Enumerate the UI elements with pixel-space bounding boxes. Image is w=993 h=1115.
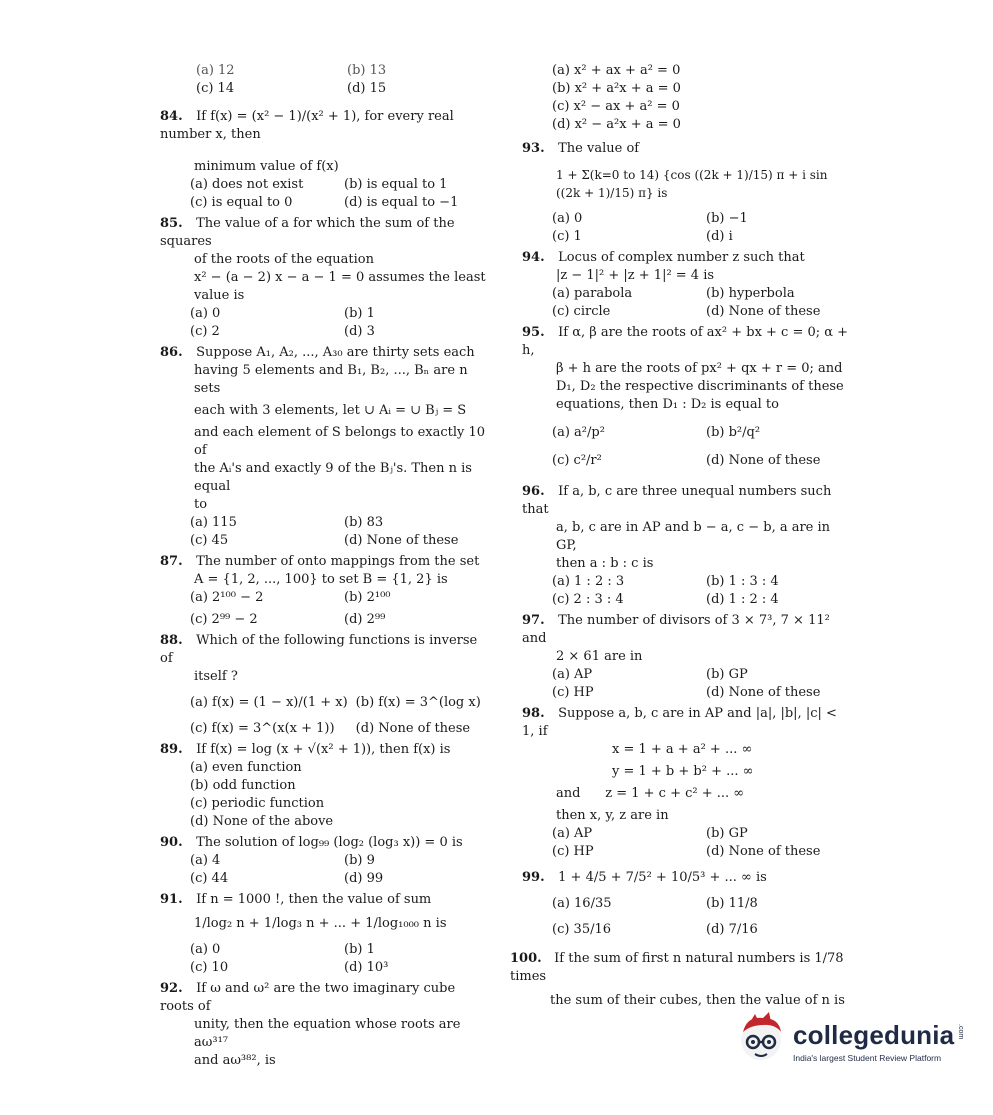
- option: (c) HP: [552, 685, 594, 700]
- question-text: The solution of log₉₉ (log₂ (log₃ x)) = 0 is: [196, 835, 463, 850]
- question-87: [160, 553, 490, 629]
- question-text: If f(x) = log (x + √(x² + 1)), then f(x) is: [196, 742, 451, 757]
- option: (d) 99: [344, 871, 384, 886]
- question-85: [160, 215, 490, 341]
- question-text: The value of a for which the sum of the squares: [160, 216, 455, 249]
- option: (a) 0: [190, 306, 221, 321]
- question-86: [160, 344, 490, 550]
- question-number: 100.: [510, 951, 542, 966]
- option: (b) 13: [347, 63, 387, 78]
- option: (a) f(x) = (1 − x)/(1 + x): [190, 695, 348, 710]
- option: (c) 2: [190, 324, 220, 339]
- question-number: 94.: [522, 250, 545, 265]
- option: (b) odd function: [190, 778, 296, 793]
- options: [160, 759, 490, 831]
- option: (c) f(x) = 3^(x(x + 1)): [190, 721, 335, 736]
- option: (b) x² + a²x + a = 0: [552, 81, 681, 96]
- option: (d) i: [706, 229, 733, 244]
- question-91: [160, 891, 490, 977]
- question-text: 1/log₂ n + 1/log₃ n + ... + 1/log₁₀₀₀ n is: [194, 916, 447, 931]
- question-number: 99.: [522, 870, 545, 885]
- question-text: If f(x) = (x² − 1)/(x² + 1), for every real number x, then: [160, 109, 454, 142]
- option: (c) 1: [552, 229, 582, 244]
- option: (b) 1: [344, 306, 375, 321]
- option: (b) GP: [706, 667, 748, 682]
- option: (b) 1 : 3 : 4: [706, 574, 779, 589]
- brand-suffix: .com: [957, 1024, 964, 1040]
- question-text: unity, then the equation whose roots are aω³¹⁷: [194, 1017, 461, 1050]
- question-text: If a, b, c are three unequal numbers such that: [522, 484, 832, 517]
- option: (a) AP: [552, 667, 593, 682]
- option: (c) 10: [190, 960, 229, 975]
- question-99: [522, 869, 852, 947]
- question-text: The number of onto mappings from the set: [196, 554, 480, 569]
- question-text: equations, then D₁ : D₂ is equal to: [556, 397, 779, 412]
- option: (d) x² − a²x + a = 0: [552, 117, 681, 132]
- option: (c) 14: [196, 81, 235, 96]
- question-90: [160, 834, 490, 888]
- question-number: 84.: [160, 109, 183, 124]
- question-text: Suppose a, b, c are in AP and |a|, |b|, |c| < 1, if: [522, 706, 837, 739]
- question-text: value is: [194, 288, 245, 303]
- brand-logo-block: [735, 1010, 965, 1070]
- question-text: Which of the following functions is inverse of: [160, 633, 478, 666]
- question-100: [510, 950, 852, 1010]
- options: [522, 414, 852, 480]
- question-text: x² − (a − 2) x − a − 1 = 0 assumes the least: [194, 270, 486, 285]
- option: (b) b²/q²: [706, 425, 761, 440]
- question-text: D₁, D₂ the respective discriminants of these: [556, 379, 844, 394]
- question-text: y = 1 + b + b² + ... ∞: [612, 764, 754, 779]
- brand-name: collegedunia: [793, 1020, 955, 1050]
- option: (c) c²/r²: [552, 453, 602, 468]
- option: (c) 35/16: [552, 922, 612, 937]
- options: [160, 852, 490, 888]
- options: [160, 176, 490, 212]
- option: (a) 1 : 2 : 3: [552, 574, 625, 589]
- question-number: 89.: [160, 742, 183, 757]
- option: (b) 9: [344, 853, 375, 868]
- question-text: to: [194, 497, 208, 512]
- question-89: [160, 741, 490, 831]
- question-92: [160, 980, 490, 1070]
- option: (d) 1 : 2 : 4: [706, 592, 779, 607]
- question-text: then x, y, z are in: [556, 808, 669, 823]
- option: (c) 44: [190, 871, 229, 886]
- option: (b) −1: [706, 211, 748, 226]
- option: (a) a²/p²: [552, 425, 605, 440]
- option: (a) x² + ax + a² = 0: [552, 63, 681, 78]
- question-97: [522, 612, 852, 702]
- options: [160, 305, 490, 341]
- option: (c) 2⁹⁹ − 2: [190, 612, 258, 627]
- question-text: having 5 elements and B₁, B₂, ..., Bₙ are n sets: [194, 363, 468, 396]
- option: (c) circle: [552, 304, 611, 319]
- option: (a) 0: [552, 211, 583, 226]
- mascot-logo-icon: [735, 1010, 791, 1066]
- question-number: 93.: [522, 141, 545, 156]
- question-text: a, b, c are in AP and b − a, c − b, a are in GP,: [556, 520, 831, 553]
- question-text: The value of: [558, 141, 640, 156]
- question-number: 97.: [522, 613, 545, 628]
- question-text: A = {1, 2, ..., 100} to set B = {1, 2} is: [194, 572, 448, 587]
- option: (a) does not exist: [190, 177, 304, 192]
- question-text: 2 × 61 are in: [556, 649, 643, 664]
- question-text: and aω³⁸², is: [194, 1053, 276, 1068]
- option: (a) 12: [196, 63, 235, 78]
- question-text: 1 + Σ(k=0 to 14) {cos ((2k + 1)/15) π + i sin ((2k + 1)/15) π} is: [556, 168, 828, 200]
- option: (d) 15: [347, 81, 387, 96]
- question-text: Locus of complex number z such that: [558, 250, 805, 265]
- option: (a) parabola: [552, 286, 633, 301]
- question-text: If ω and ω² are the two imaginary cube roots of: [160, 981, 456, 1014]
- question-text: and z = 1 + c + c² + ... ∞: [556, 786, 745, 801]
- option: (a) even function: [190, 760, 302, 775]
- right-column: [510, 62, 852, 1013]
- question-text: |z − 1|² + |z + 1|² = 4 is: [556, 268, 715, 283]
- question-text: If α, β are the roots of ax² + bx + c = 0; α + h,: [522, 325, 849, 358]
- question-text: The number of divisors of 3 × 7³, 7 × 11² and: [522, 613, 830, 646]
- option: (a) 4: [190, 853, 221, 868]
- option: (b) 11/8: [706, 896, 758, 911]
- question-96: [522, 483, 852, 609]
- option: (d) None of these: [355, 721, 471, 736]
- question-98: [522, 705, 852, 861]
- question-93: [522, 140, 852, 246]
- option: (c) periodic function: [190, 796, 325, 811]
- options: [160, 514, 490, 550]
- option: (d) 3: [344, 324, 375, 339]
- options: [522, 887, 852, 947]
- options: [160, 941, 490, 977]
- option: (a) AP: [552, 826, 593, 841]
- option: (b) is equal to 1: [344, 177, 448, 192]
- question-text: If n = 1000 !, then the value of sum: [196, 892, 432, 907]
- question-text: Suppose A₁, A₂, ..., A₃₀ are thirty sets each: [196, 345, 475, 360]
- options: [160, 686, 490, 738]
- option: (d) None of these: [706, 844, 821, 859]
- option: (c) HP: [552, 844, 594, 859]
- option: (d) None of these: [706, 304, 821, 319]
- option: (d) None of these: [706, 685, 821, 700]
- option: (b) 1: [344, 942, 375, 957]
- question-text: itself ?: [194, 669, 238, 684]
- left-column: [160, 62, 490, 1073]
- option: (d) 7/16: [706, 922, 758, 937]
- options: [160, 589, 490, 629]
- option: (d) None of these: [706, 453, 821, 468]
- question-number: 86.: [160, 345, 183, 360]
- option: (a) 16/35: [552, 896, 612, 911]
- question-84: [160, 108, 490, 212]
- question-number: 88.: [160, 633, 183, 648]
- question-text: β + h are the roots of px² + qx + r = 0; and: [556, 361, 843, 376]
- option: (a) 115: [190, 515, 237, 530]
- question-text: minimum value of f(x): [194, 159, 339, 174]
- option: (b) 2¹⁰⁰: [344, 590, 391, 605]
- question-number: 95.: [522, 325, 545, 340]
- option: (b) f(x) = 3^(log x): [355, 695, 481, 710]
- option: (d) None of the above: [190, 814, 334, 829]
- question-number: 85.: [160, 216, 183, 231]
- brand-tagline: India's largest Student Review Platform: [793, 1053, 942, 1063]
- question-number: 96.: [522, 484, 545, 499]
- option: (d) 10³: [344, 960, 389, 975]
- option: (d) None of these: [344, 533, 459, 548]
- question-number: 92.: [160, 981, 183, 996]
- question-88: [160, 632, 490, 738]
- options: [522, 62, 852, 134]
- question-94: [522, 249, 852, 321]
- options: [522, 573, 852, 609]
- option: (c) is equal to 0: [190, 195, 293, 210]
- options: [522, 285, 852, 321]
- option: (a) 2¹⁰⁰ − 2: [190, 590, 264, 605]
- question-text: the sum of their cubes, then the value of n is: [550, 993, 845, 1008]
- option: (b) GP: [706, 826, 748, 841]
- question-text: x = 1 + a + a² + ... ∞: [612, 742, 753, 757]
- question-text: and each element of S belongs to exactly 10 of: [194, 425, 486, 458]
- question-text: the Aᵢ's and exactly 9 of the Bⱼ's. Then n is equal: [194, 461, 472, 494]
- question-text: If the sum of first n natural numbers is 1/78 times: [510, 951, 844, 984]
- question-text: then a : b : c is: [556, 556, 654, 571]
- options: [522, 210, 852, 246]
- question-text: each with 3 elements, let ∪ Aᵢ = ∪ Bⱼ = S: [194, 403, 467, 418]
- option: (a) 0: [190, 942, 221, 957]
- option: (b) hyperbola: [706, 286, 795, 301]
- question-text: of the roots of the equation: [194, 252, 375, 267]
- options: [522, 666, 852, 702]
- top-options: [160, 62, 490, 98]
- option: (d) 2⁹⁹: [344, 612, 386, 627]
- question-number: 98.: [522, 706, 545, 721]
- question-text: 1 + 4/5 + 7/5² + 10/5³ + ... ∞ is: [558, 870, 767, 885]
- question-number: 90.: [160, 835, 183, 850]
- question-number: 91.: [160, 892, 183, 907]
- option: (c) 2 : 3 : 4: [552, 592, 624, 607]
- option: (b) 83: [344, 515, 384, 530]
- option: (c) 45: [190, 533, 229, 548]
- question-95: [522, 324, 852, 480]
- option: (c) x² − ax + a² = 0: [552, 99, 680, 114]
- question-number: 87.: [160, 554, 183, 569]
- option: (d) is equal to −1: [344, 195, 459, 210]
- options: [522, 825, 852, 861]
